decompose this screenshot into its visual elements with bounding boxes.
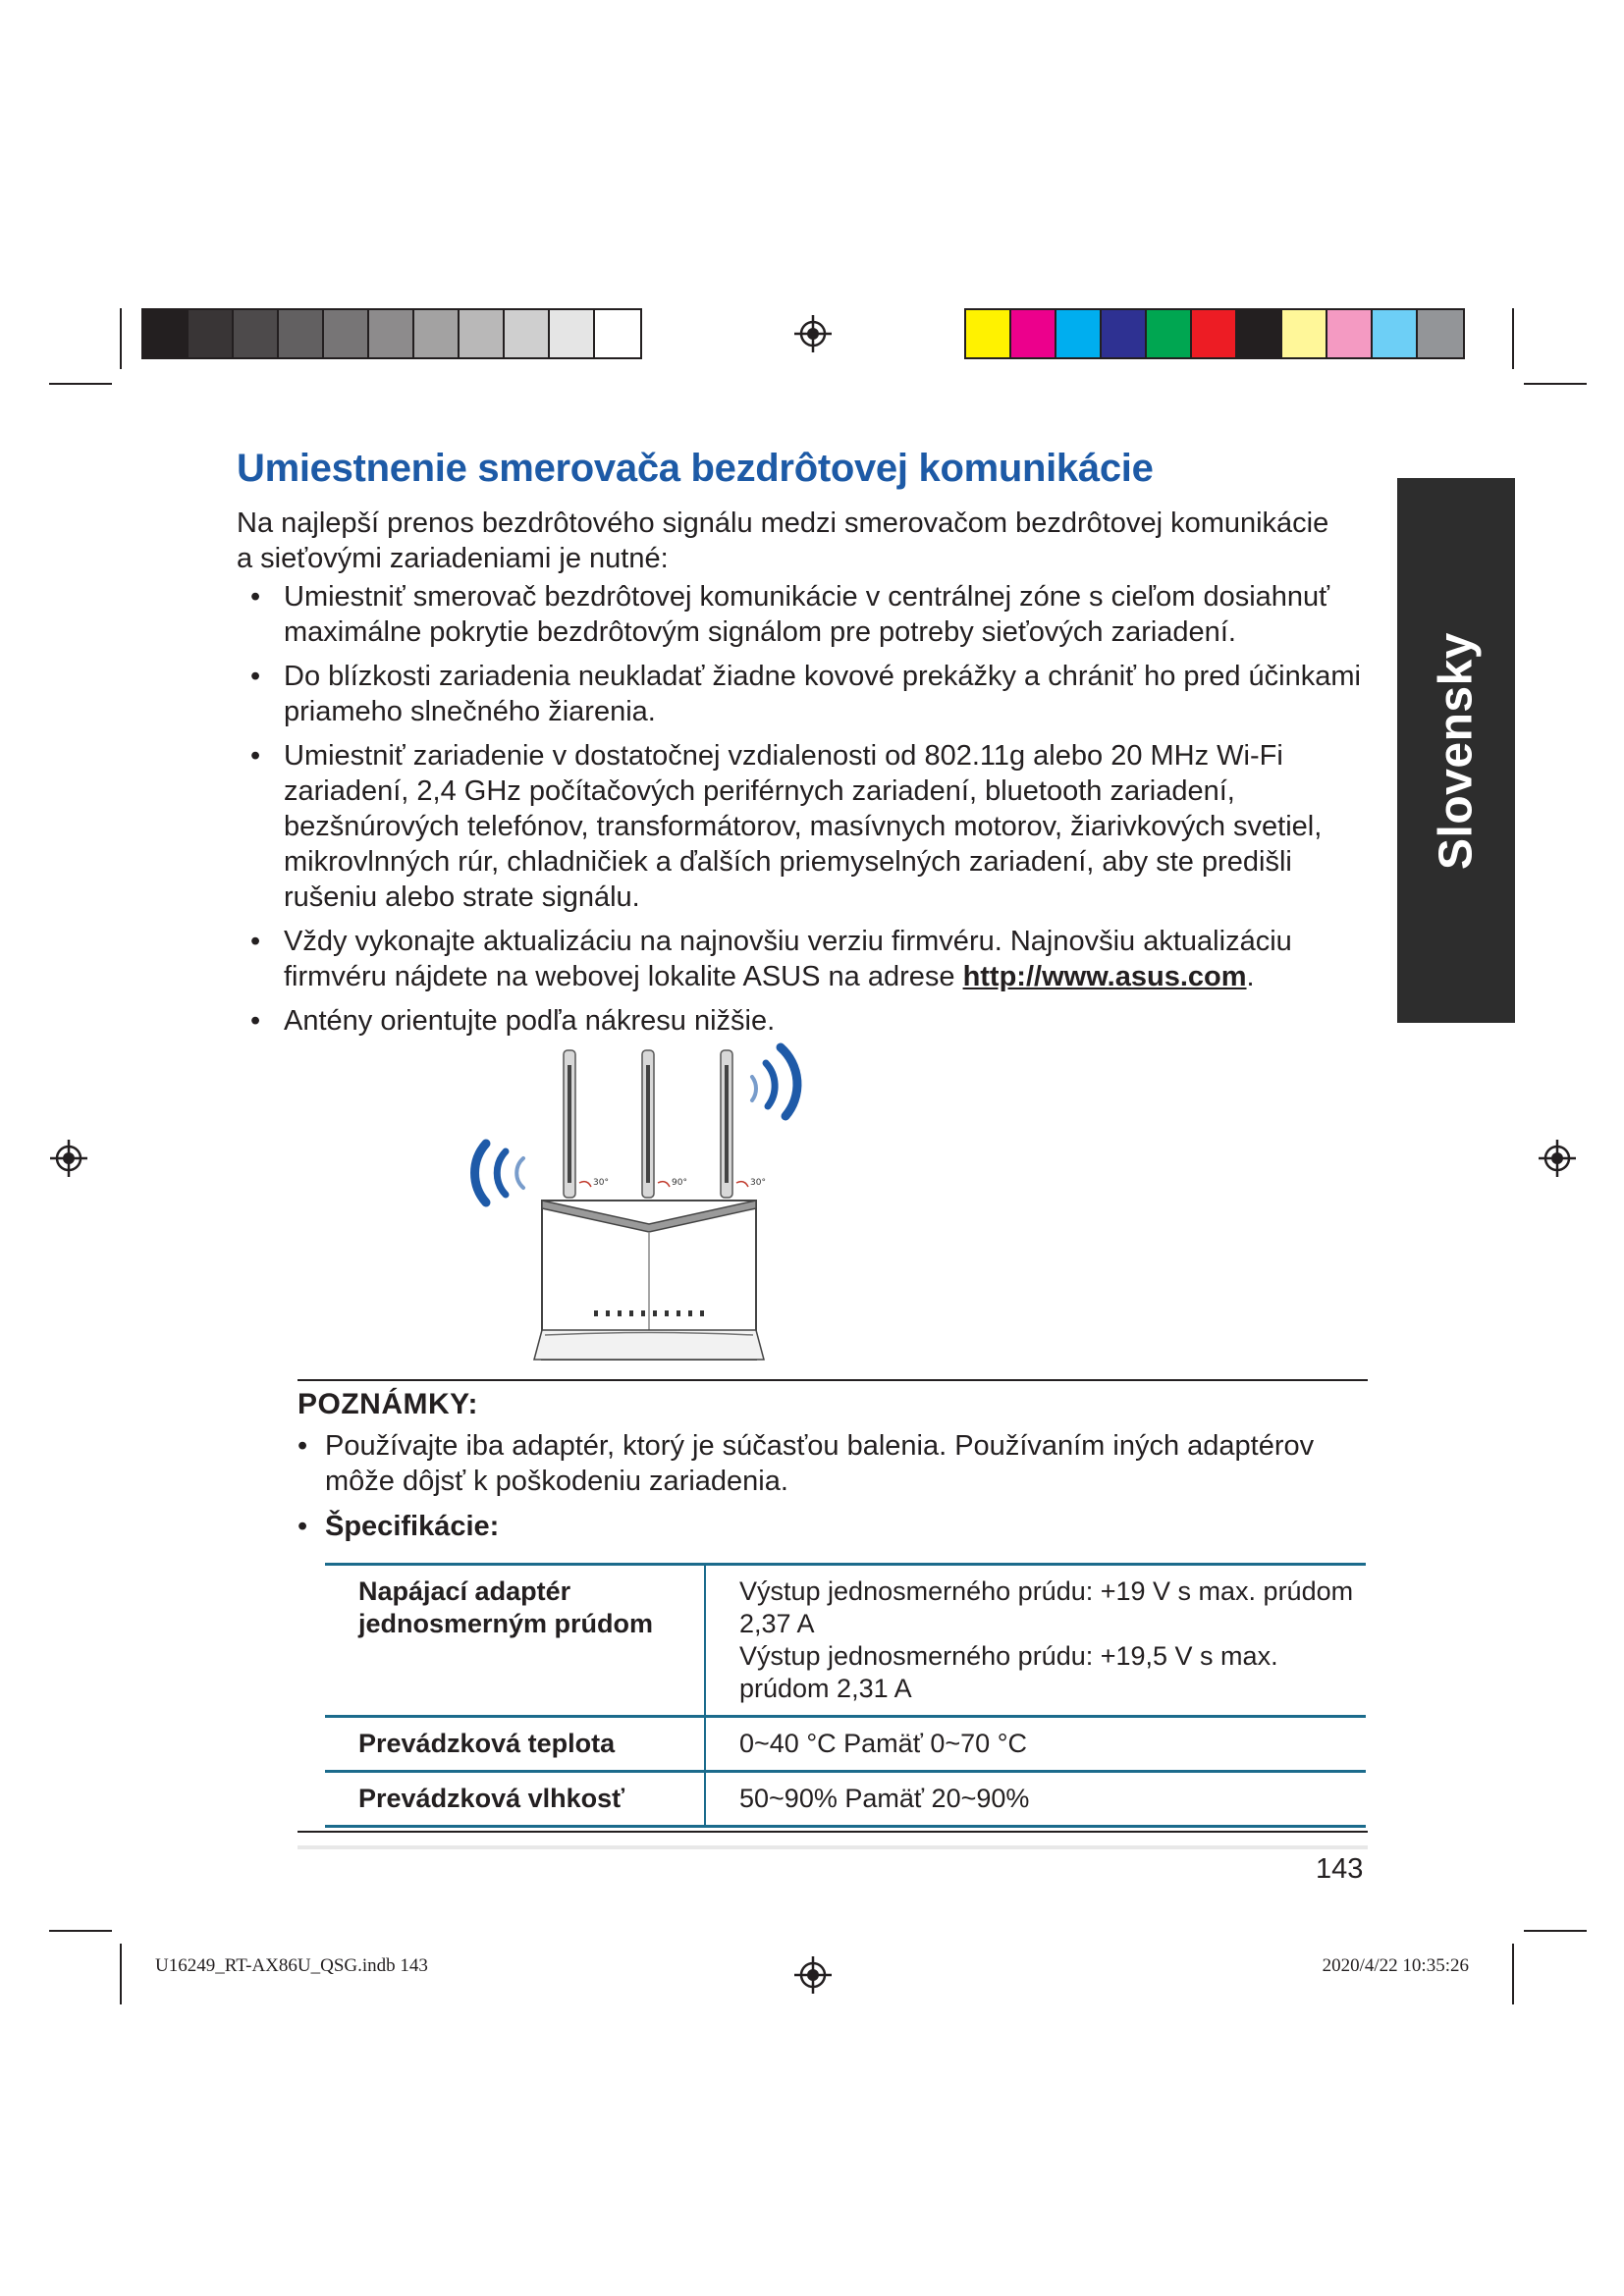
list-item: • Umiestniť smerovač bezdrôtovej komunikácie v centrálnej zóne s cieľom dosiahnuť maximálne pokrytie bezdrôtovým signálom pre potreby sieťových zariadení. bbox=[237, 579, 1366, 650]
language-tab bbox=[1397, 478, 1515, 1023]
spec-label: Prevádzková teplota bbox=[325, 1717, 705, 1772]
antenna-angle-label: 30° bbox=[750, 1178, 766, 1188]
calibration-swatch bbox=[189, 310, 234, 357]
calibration-swatch bbox=[1011, 310, 1056, 357]
calibration-swatch bbox=[1282, 310, 1327, 357]
spec-value bbox=[705, 1565, 1366, 1717]
temp-memory-value: 0~70 bbox=[930, 1729, 991, 1758]
memory-label: Pamäť bbox=[844, 1784, 925, 1813]
language-tab-label: Slovensky bbox=[1430, 631, 1483, 870]
notes-title: POZNÁMKY: bbox=[298, 1388, 478, 1420]
firmware-end: . bbox=[1246, 961, 1255, 992]
calibration-swatch bbox=[1373, 310, 1418, 357]
calibration-swatch bbox=[1147, 310, 1192, 357]
calibration-swatch bbox=[414, 310, 460, 357]
spec-label: Napájací adaptér jednosmerným prúdom bbox=[325, 1565, 705, 1717]
table-row bbox=[325, 1717, 1366, 1772]
spec-value bbox=[705, 1772, 1366, 1827]
memory-label: Pamäť bbox=[843, 1729, 923, 1758]
table-row bbox=[325, 1565, 1366, 1717]
crop-mark-bottom-left-h bbox=[49, 1930, 112, 1932]
page-title: Umiestnenie smerovača bezdrôtovej komunikácie bbox=[237, 447, 1154, 490]
signal-waves-left-icon bbox=[475, 1144, 523, 1202]
list-item: • Antény orientujte podľa nákresu nižšie. bbox=[237, 1003, 1366, 1039]
signal-waves-right-icon bbox=[752, 1047, 797, 1116]
registration-mark-bottom-icon bbox=[793, 1955, 833, 1995]
crop-mark-top-left-v bbox=[120, 308, 122, 369]
antenna-angle-label: 30° bbox=[593, 1178, 609, 1188]
firmware-text: Vždy vykonajte aktualizáciu na najnovšiu verziu firmvéru. Najnovšiu aktualizáciu firmvéru nájdete na webovej lokalite ASUS na adrese bbox=[284, 926, 1292, 992]
crop-mark-bottom-right-h bbox=[1524, 1930, 1587, 1932]
spec-value bbox=[705, 1717, 1366, 1772]
list-item: • Do blízkosti zariadenia neukladať žiadne kovové prekážky a chrániť ho pred účinkami priameho slnečného žiarenia. bbox=[237, 659, 1366, 729]
antenna-angle-label: 90° bbox=[672, 1178, 687, 1188]
table-row bbox=[325, 1772, 1366, 1827]
crop-mark-top-left-h bbox=[49, 383, 112, 385]
humidity-operating-value: 50~90% bbox=[739, 1784, 838, 1813]
calibration-swatch bbox=[595, 310, 640, 357]
calibration-swatch bbox=[1418, 310, 1463, 357]
calibration-swatch bbox=[550, 310, 595, 357]
calibration-swatch bbox=[505, 310, 550, 357]
crop-mark-top-right-v bbox=[1512, 308, 1514, 369]
registration-mark-top-icon bbox=[793, 314, 833, 353]
calibration-swatch bbox=[234, 310, 279, 357]
asus-website-link[interactable]: http://www.asus.com bbox=[962, 961, 1247, 992]
list-item: • Umiestniť zariadenie v dostatočnej vzdialenosti od 802.11g alebo 20 MHz Wi-Fi zariadení, 2,4 GHz počítačových periférnych zariadení, bluetooth zariadení, bezšnúrových telefónov, transformátorov, masívnych motorov, žiarivkových svetiel, mikrovlnných rúr, chladničiek a ďalších priemyselných zariadení, aby ste predišli rušeniu alebo strate signálu. bbox=[237, 738, 1366, 915]
notes-list bbox=[298, 1428, 1368, 1554]
page-number: 143 bbox=[1316, 1853, 1364, 1885]
calibration-swatch bbox=[279, 310, 324, 357]
calibration-swatch bbox=[324, 310, 369, 357]
registration-mark-right-icon bbox=[1538, 1139, 1577, 1178]
calibration-swatch bbox=[1102, 310, 1147, 357]
specifications-label: Špecifikácie: bbox=[325, 1511, 500, 1542]
list-item-firmware bbox=[237, 924, 1366, 994]
crop-mark-bottom-right-v bbox=[1512, 1944, 1514, 2004]
crop-mark-top-right-h bbox=[1524, 383, 1587, 385]
spec-value-line: Výstup jednosmerného prúdu: +19 V s max. prúdom 2,37 A bbox=[739, 1576, 1354, 1638]
calibration-swatch bbox=[143, 310, 189, 357]
list-item: • Používajte iba adaptér, ktorý je súčasťou balenia. Používaním iných adaptérov môže dôjsť k poškodeniu zariadenia. bbox=[298, 1428, 1368, 1499]
calibration-swatch bbox=[369, 310, 414, 357]
date-slug: 2020/4/22 10:35:26 bbox=[1322, 1955, 1469, 1976]
humidity-memory-value: 20~90% bbox=[931, 1784, 1030, 1813]
crop-mark-bottom-left-v bbox=[120, 1944, 122, 2004]
calibration-swatch bbox=[966, 310, 1011, 357]
placement-bullet-list bbox=[237, 579, 1366, 1047]
calibration-swatch bbox=[1056, 310, 1102, 357]
temp-unit: °C bbox=[806, 1729, 837, 1758]
intro-paragraph: Na najlepší prenos bezdrôtového signálu medzi smerovačom bezdrôtovej komunikácie a sieťovými zariadeniami je nutné: bbox=[237, 507, 1329, 574]
spec-value-line: Výstup jednosmerného prúdu: +19,5 V s max. prúdom 2,31 A bbox=[739, 1641, 1278, 1703]
calibration-swatch bbox=[460, 310, 505, 357]
color-calibration-bar bbox=[964, 308, 1465, 359]
calibration-swatch bbox=[1192, 310, 1237, 357]
temp-unit: °C bbox=[997, 1729, 1027, 1758]
spec-label: Prevádzková vlhkosť bbox=[325, 1772, 705, 1827]
notes-top-rule bbox=[298, 1379, 1368, 1381]
router-antenna-illustration bbox=[432, 1036, 864, 1369]
registration-mark-left-icon bbox=[49, 1139, 88, 1178]
specifications-table bbox=[325, 1563, 1366, 1828]
calibration-swatch bbox=[1237, 310, 1282, 357]
list-item-specs bbox=[298, 1509, 1368, 1544]
grayscale-calibration-bar bbox=[141, 308, 642, 359]
temp-operating-value: 0~40 bbox=[739, 1729, 799, 1758]
bottom-rule bbox=[298, 1831, 1368, 1833]
file-slug: U16249_RT-AX86U_QSG.indb 143 bbox=[155, 1955, 428, 1976]
bottom-rule-light bbox=[298, 1845, 1368, 1849]
calibration-swatch bbox=[1327, 310, 1373, 357]
